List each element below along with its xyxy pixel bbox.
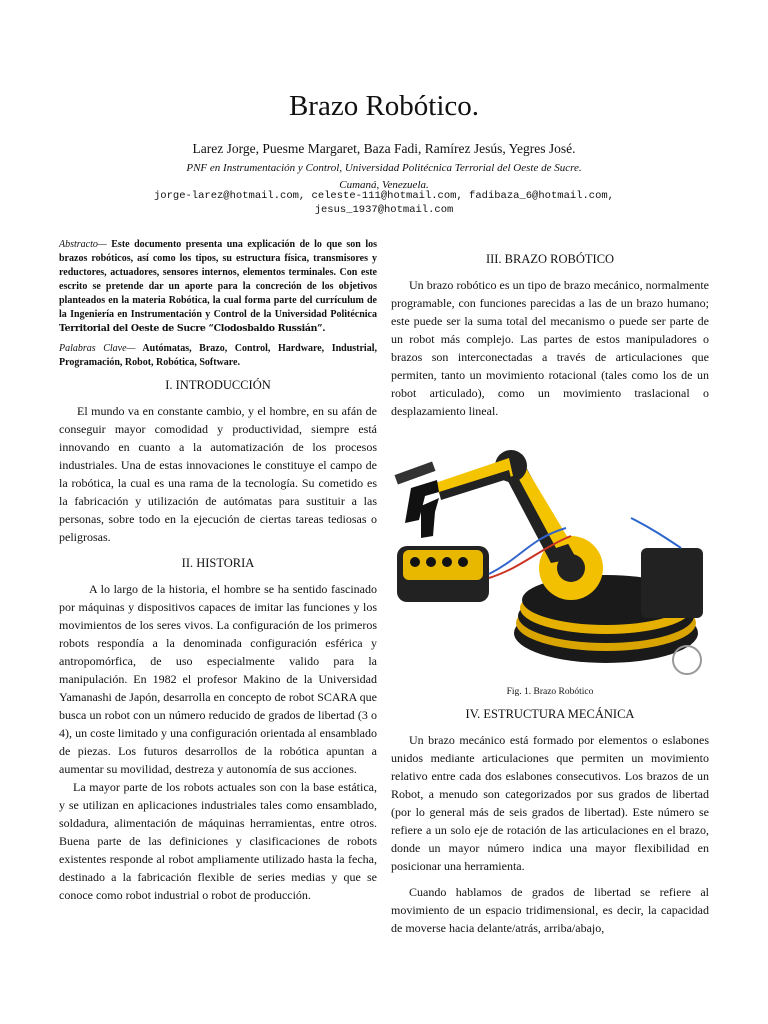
email-line: jorge-larez@hotmail.com, celeste-111@hotmail.com, fadibaza_6@hotmail.com, bbox=[154, 190, 614, 202]
paragraph: Un brazo mecánico está formado por elementos o eslabones unidos mediante articulaciones que permiten un movimiento relativo entre cada dos eslabones consecutivos. Los brazos de un Robot, a menudo son categorizados por sus grados de libertad (por lo general más de seis grados de libertad). Este número se refiere a un solo eje de rotación de las articulaciones en el brazo, donde un mayor número indica una mayor flexibilidad en posicionar una herramienta. bbox=[391, 733, 709, 873]
abstract-institution: Territorial del Oeste de Sucre “Clodosbaldo Russián”. bbox=[59, 323, 326, 334]
abstract-label: Abstracto— bbox=[59, 239, 107, 250]
affiliation bbox=[0, 160, 768, 194]
affiliation-line: PNF en Instrumentación y Control, Universidad Politécnica Terrorial del Oeste de Sucre. bbox=[186, 162, 582, 174]
author-emails bbox=[110, 190, 658, 217]
paragraph: Un brazo robótico es un tipo de brazo mecánico, normalmente programable, con funciones parecidas a las de un brazo humano; este puede ser la suma total del mecanismo o puede ser parte de un robot más complejo. Las partes de estos manipuladores o brazos son interconectadas a través de articulaciones que permiten, tanto un movimiento rotacional (tales como los de un robot articulado), como un movimiento traslacional o desplazamiento lineal. bbox=[391, 278, 709, 418]
keywords-label: Palabras Clave— bbox=[59, 343, 136, 354]
section-heading-historia: II. HISTORIA bbox=[181, 556, 255, 570]
email-line: jesus_1937@hotmail.com bbox=[314, 203, 454, 216]
right-column bbox=[391, 250, 709, 937]
section-heading-introduccion: I. INTRODUCCIÓN bbox=[165, 378, 271, 392]
affiliation-city: Cumaná, Venezuela. bbox=[339, 179, 429, 191]
robot-arm-figure bbox=[391, 428, 709, 683]
abstract bbox=[59, 238, 377, 336]
paragraph: A lo largo de la historia, el hombre se ha sentido fascinado por máquinas y dispositivos capaces de imitar las funciones y los movimientos de los seres vivos. La configuración de los primeros robots respondía a la denominada configuración esférica y antropomórfica, de uso especialmente valido para la manipulación. En 1982 el profesor Makino de la Universidad Yamanashi de Japón, desarrolla en concepto de robot SCARA que busca un robot con un número reducido de grados de libertad (3 o 4), un coste limitado y una configuración orientada al ensamblado de piezas. Los futuros desarrollos de la robótica apuntan a aumentar su movilidad, destreza y autonomía de sus acciones. bbox=[59, 582, 377, 776]
paragraph: La mayor parte de los robots actuales son con la base estática, y se utilizan en aplicaciones industriales tales como ensamblado, soldadura, alimentación de máquinas herramientas, entre otros. Buena parte de las definiciones y clasificaciones de robots existentes responde al robot ampliamente utilizado hasta la fecha, destinado a la fabricación flexible de series medias y que se conoce como robot industrial o robot de producción. bbox=[59, 780, 377, 902]
paper-title: Brazo Robótico. bbox=[288, 90, 480, 122]
paragraph: El mundo va en constante cambio, y el hombre, en su afán de conseguir mayor comodidad y productividad, siempre está innovando en cuanto a la automatización de los procesos industriales. Una de estas innovaciones le constituye el campo de la robótica, la cual es una rama de la tecnología. Su cometido es la fabricación y utilización de autómatas para sustituir a las personas, sobre todo en la ejecución de ciertas tareas tediosas o peligrosas. bbox=[59, 404, 377, 544]
paragraph: Cuando hablamos de grados de libertad se refiere al movimiento de un espacio tridimensional, es decir, la capacidad de moverse hacia delante/atrás, arriba/abajo, bbox=[391, 885, 709, 935]
robot-arm-image bbox=[391, 428, 709, 683]
section-heading-brazo-robotico: III. BRAZO ROBÓTICO bbox=[485, 252, 615, 266]
section-heading-estructura-mecanica: IV. ESTRUCTURA MECÁNICA bbox=[465, 707, 635, 721]
keywords bbox=[59, 342, 377, 370]
abstract-text: Este documento presenta una explicación de lo que son los brazos robóticos, así como los tipos, su estructura física, transmisores y reductores, actuadores, sensores internos, elementos terminales. Con este escrito se pretende dar un aporte para la concreción de los objetivos planteados en la materia Robótica, la cual forma parte del currículum de la Ingeniería en Instrumentación y Control de la Universidad Politécnica bbox=[59, 239, 377, 320]
keywords-text: Autómatas, Brazo, Control, Hardware, Industrial, Programación, Robot, Robótica, Software. bbox=[59, 343, 377, 368]
left-column bbox=[59, 238, 377, 904]
author-list: Larez Jorge, Puesme Margaret, Baza Fadi, Ramírez Jesús, Yegres José. bbox=[192, 141, 576, 156]
figure-caption: Fig. 1. Brazo Robótico bbox=[506, 687, 594, 697]
